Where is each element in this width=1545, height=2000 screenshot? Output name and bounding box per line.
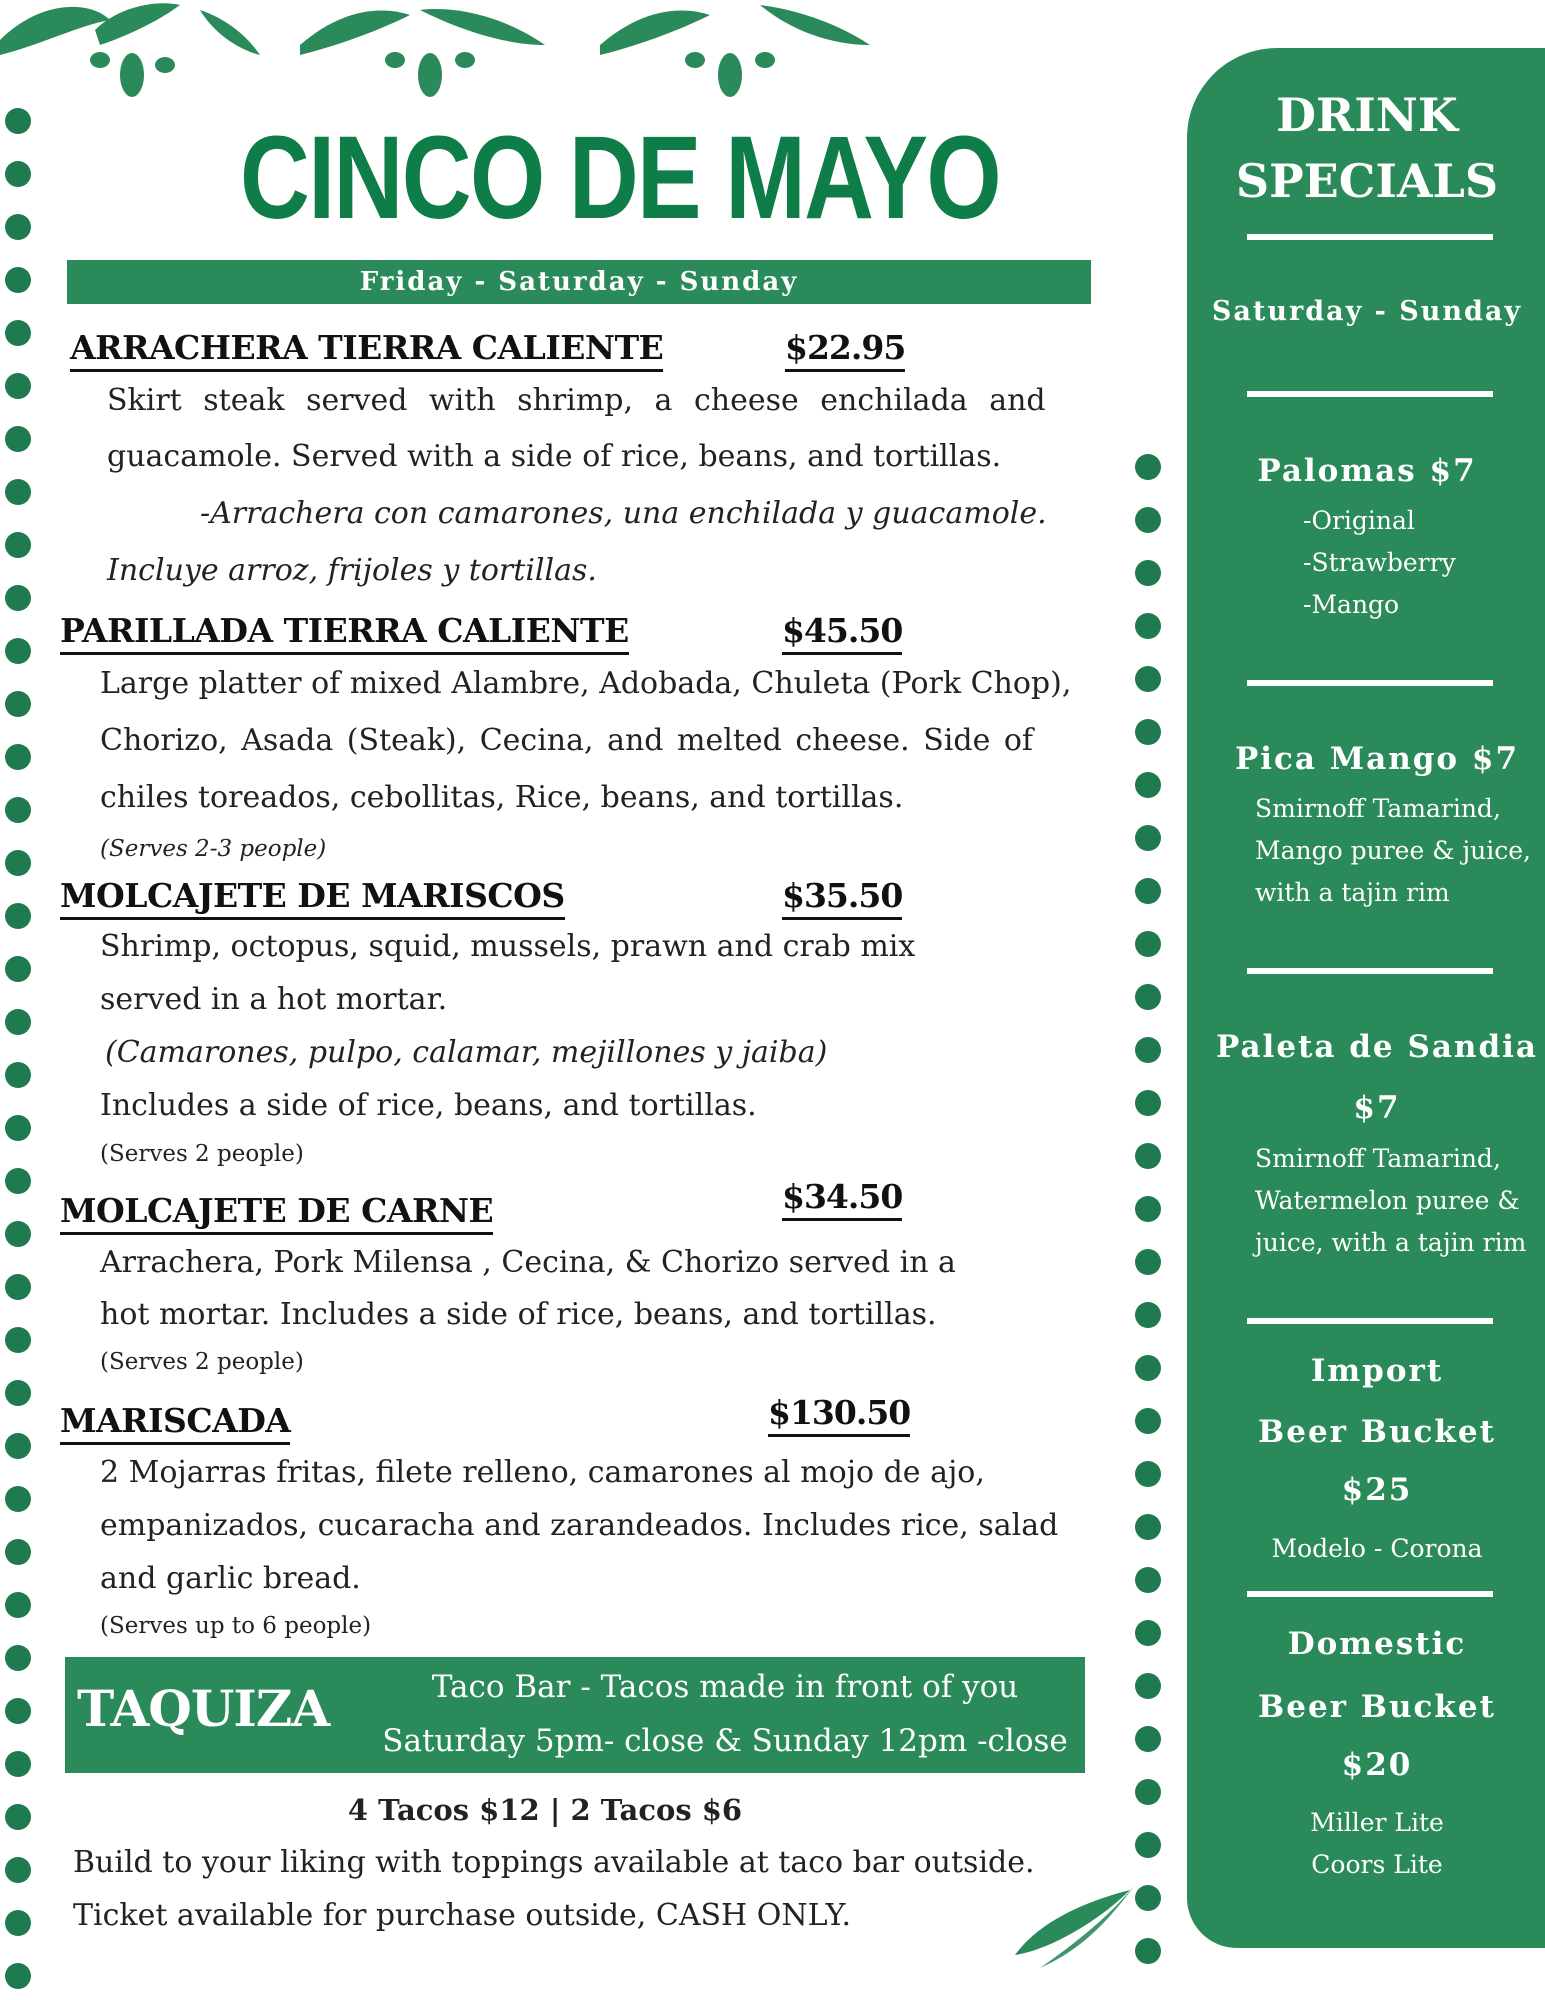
drink-brands: Coors Lite <box>1311 1850 1443 1879</box>
drink-description: with a tajin rim <box>1255 878 1450 907</box>
item-price: $34.50 <box>782 1177 902 1221</box>
drink-description: Mango puree & juice, <box>1255 836 1531 865</box>
drink-days: Saturday - Sunday <box>1211 296 1523 327</box>
drink-description: Smirnoff Tamarind, <box>1255 794 1501 823</box>
item-name: MARISCADA <box>60 1401 290 1445</box>
drink-description: juice, with a tajin rim <box>1255 1228 1527 1257</box>
drink-specials-heading: SPECIALS <box>1235 154 1499 208</box>
days-banner: Friday - Saturday - Sunday <box>67 260 1091 304</box>
item-name: MOLCAJETE DE MARISCOS <box>60 876 565 920</box>
item-serving-note: (Serves 2 people) <box>100 1141 304 1167</box>
taquiza-hours: Saturday 5pm- close & Sunday 12pm -close <box>382 1723 1068 1759</box>
taco-prices: 4 Tacos $12 | 2 Tacos $6 <box>347 1793 743 1827</box>
item-description: Shrimp, octopus, squid, mussels, prawn and crab mix <box>100 929 916 964</box>
item-description-spanish: Incluye arroz, frijoles y tortillas. <box>107 553 597 588</box>
item-description: Skirt steak served with shrimp, a cheese enchilada and <box>107 383 1046 418</box>
item-description: Large platter of mixed Alambre, Adobada, Chuleta (Pork Chop), <box>100 666 1072 701</box>
taquiza-title: TAQUIZA <box>77 1679 330 1738</box>
item-name: PARILLADA TIERRA CALIENTE <box>60 611 629 655</box>
item-description: Includes a side of rice, beans, and tortillas. <box>100 1088 757 1123</box>
item-description: empanizados, cucaracha and zarandeados. Includes rice, salad <box>100 1508 1059 1543</box>
taquiza-description: Taco Bar - Tacos made in front of you <box>431 1669 1019 1705</box>
item-description: hot mortar. Includes a side of rice, beans, and tortillas. <box>100 1297 937 1332</box>
item-serving-note: (Serves 2 people) <box>100 1349 304 1375</box>
drink-brands: Miller Lite <box>1310 1808 1444 1837</box>
drink-title: Paleta de Sandia <box>1215 1029 1538 1065</box>
item-description: Arrachera, Pork Milensa , Cecina, & Chorizo served in a <box>100 1245 956 1280</box>
drink-title: Import <box>1310 1353 1444 1389</box>
leaf-ornament-icon <box>1010 1880 1140 1970</box>
drink-price: $20 <box>1341 1747 1413 1783</box>
taquiza-note: Ticket available for purchase outside, CASH ONLY. <box>73 1898 852 1933</box>
drink-option: -Original <box>1303 506 1415 535</box>
drink-title: Domestic <box>1287 1626 1467 1662</box>
divider <box>1247 234 1493 240</box>
item-price: $130.50 <box>768 1393 910 1437</box>
item-description: served in a hot mortar. <box>100 982 448 1017</box>
item-price: $45.50 <box>782 611 902 655</box>
item-name: MOLCAJETE DE CARNE <box>60 1191 493 1235</box>
drink-price: $25 <box>1341 1472 1413 1508</box>
item-name: ARRACHERA TIERRA CALIENTE <box>70 328 663 372</box>
divider <box>1247 391 1493 397</box>
item-serving-note: (Serves 2-3 people) <box>100 836 327 862</box>
drink-specials-heading: DRINK <box>1276 88 1458 142</box>
item-description: 2 Mojarras fritas, filete relleno, camarones al mojo de ajo, <box>100 1455 985 1490</box>
item-serving-note: (Serves up to 6 people) <box>100 1613 372 1639</box>
leaf-ornament-icon <box>0 0 880 110</box>
item-price: $35.50 <box>782 876 902 920</box>
item-description-spanish: (Camarones, pulpo, calamar, mejillones y jaiba) <box>105 1035 828 1070</box>
page-title: CINCO DE MAYO <box>240 112 1001 244</box>
taquiza-banner <box>65 1657 1085 1773</box>
item-price: $22.95 <box>785 328 905 372</box>
drink-title: Pica Mango $7 <box>1234 741 1520 777</box>
drink-description: Smirnoff Tamarind, <box>1255 1144 1501 1173</box>
drink-brands: Modelo - Corona <box>1271 1534 1483 1563</box>
item-description: and garlic bread. <box>100 1561 361 1596</box>
item-description: Chorizo, Asada (Steak), Cecina, and melted cheese. Side of <box>100 723 1034 758</box>
drink-title: Palomas $7 <box>1257 453 1477 489</box>
divider <box>1247 1318 1493 1324</box>
drink-price: $7 <box>1353 1090 1401 1126</box>
drink-option: -Strawberry <box>1303 548 1456 577</box>
item-description: guacamole. Served with a side of rice, beans, and tortillas. <box>107 439 1002 474</box>
divider <box>1247 680 1493 686</box>
item-description: chiles toreados, cebollitas, Rice, beans, and tortillas. <box>100 780 904 815</box>
item-description-spanish: -Arrachera con camarones, una enchilada y guacamole. <box>200 496 1047 531</box>
divider <box>1247 968 1493 974</box>
drink-specials-panel <box>1187 48 1545 1948</box>
drink-option: -Mango <box>1303 590 1400 619</box>
drink-title: Beer Bucket <box>1258 1689 1496 1725</box>
taquiza-note: Build to your liking with toppings available at taco bar outside. <box>73 1845 1035 1880</box>
drink-description: Watermelon puree & <box>1255 1186 1520 1215</box>
divider <box>1247 1591 1493 1597</box>
drink-title: Beer Bucket <box>1258 1414 1496 1450</box>
